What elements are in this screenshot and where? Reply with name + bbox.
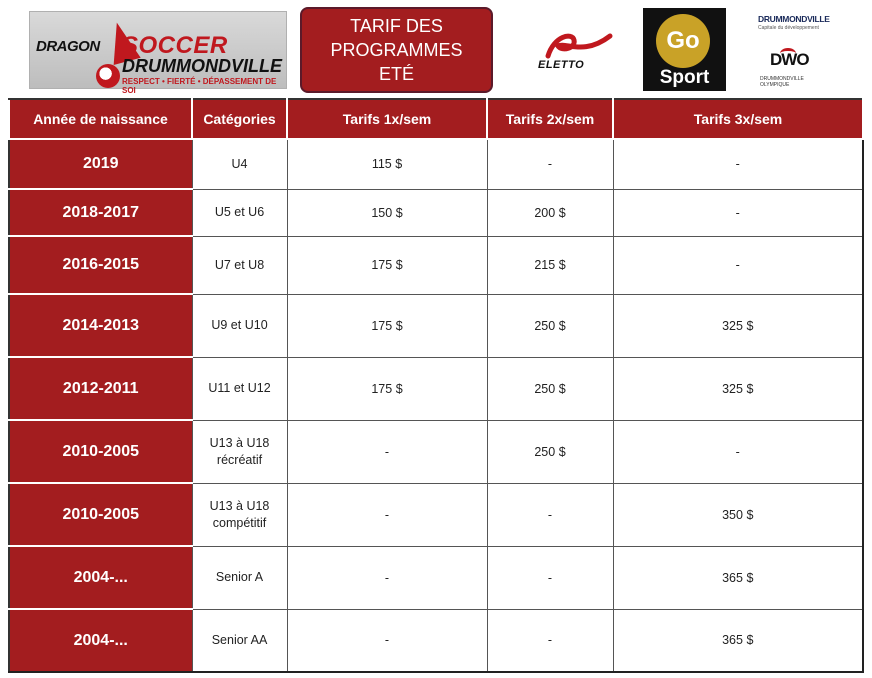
- cell-tarif-3x: 365 $: [613, 609, 863, 672]
- cell-tarif-2x: 200 $: [487, 189, 613, 236]
- cell-category: Senior AA: [192, 609, 287, 672]
- cell-tarif-3x: -: [613, 236, 863, 294]
- cell-tarif-3x: 350 $: [613, 483, 863, 546]
- header-tarif-2x: Tarifs 2x/sem: [487, 99, 613, 139]
- cell-tarif-2x: -: [487, 483, 613, 546]
- logo-tagline: RESPECT • FIERTÉ • DÉPASSEMENT DE SOI: [122, 77, 277, 95]
- cell-tarif-1x: -: [287, 483, 487, 546]
- cell-tarif-2x: 250 $: [487, 294, 613, 357]
- cell-year: 2019: [9, 139, 192, 189]
- cell-year: 2010-2005: [9, 483, 192, 546]
- eletto-mark-icon: [544, 30, 614, 60]
- gosport-logo: [643, 8, 726, 91]
- dragon-soccer-logo: [29, 11, 287, 95]
- olympique-letters: DWO: [770, 50, 809, 69]
- cell-tarif-1x: 175 $: [287, 236, 487, 294]
- olympique-logo: [760, 50, 824, 86]
- cell-tarif-1x: -: [287, 609, 487, 672]
- olympique-caption: DRUMMONDVILLE OLYMPIQUE: [760, 76, 804, 88]
- title-line-3: ETÉ: [378, 64, 414, 84]
- cell-category: U9 et U10: [192, 294, 287, 357]
- cell-category: Senior A: [192, 546, 287, 609]
- table-row: [9, 609, 863, 672]
- table-row: [9, 483, 863, 546]
- table-row: [9, 139, 863, 189]
- table-header-row: [9, 99, 863, 139]
- table-row: [9, 236, 863, 294]
- cell-year: 2004-...: [9, 546, 192, 609]
- header-tarif-3x: Tarifs 3x/sem: [613, 99, 863, 139]
- page-title: [300, 7, 493, 93]
- cell-tarif-1x: 150 $: [287, 189, 487, 236]
- cell-tarif-2x: 250 $: [487, 357, 613, 420]
- cell-tarif-3x: -: [613, 189, 863, 236]
- cell-year: 2014-2013: [9, 294, 192, 357]
- cell-tarif-1x: 175 $: [287, 357, 487, 420]
- cell-year: 2018-2017: [9, 189, 192, 236]
- table-row: [9, 420, 863, 483]
- cell-tarif-3x: -: [613, 139, 863, 189]
- drummondville-logo: [758, 14, 828, 31]
- cell-year: 2016-2015: [9, 236, 192, 294]
- cell-tarif-1x: -: [287, 420, 487, 483]
- header-tarif-1x: Tarifs 1x/sem: [287, 99, 487, 139]
- drummondville-name: DRUMMONDVILLE: [758, 14, 830, 24]
- cell-tarif-2x: 215 $: [487, 236, 613, 294]
- table-row: [9, 189, 863, 236]
- cell-tarif-3x: 325 $: [613, 294, 863, 357]
- cell-tarif-2x: 250 $: [487, 420, 613, 483]
- table-row: [9, 294, 863, 357]
- title-line-2: PROGRAMMES: [330, 40, 463, 60]
- table-row: [9, 357, 863, 420]
- cell-tarif-2x: -: [487, 546, 613, 609]
- cell-category: U13 à U18 récréatif: [192, 420, 287, 483]
- cell-tarif-3x: 325 $: [613, 357, 863, 420]
- soccer-ball-icon: [96, 64, 120, 88]
- cell-category: U11 et U12: [192, 357, 287, 420]
- drummondville-subtitle: Capitale du développement: [758, 25, 819, 31]
- gosport-sport-text: Sport: [659, 67, 710, 88]
- header-annee: Année de naissance: [9, 99, 192, 139]
- cell-category: U5 et U6: [192, 189, 287, 236]
- cell-year: 2010-2005: [9, 420, 192, 483]
- title-line-1: TARIF DES: [350, 16, 443, 36]
- cell-tarif-3x: -: [613, 420, 863, 483]
- cell-tarif-1x: 115 $: [287, 139, 487, 189]
- logo-dragon-text: DRAGON: [36, 38, 100, 55]
- logo-soccer-text: SOCCER: [122, 32, 228, 59]
- eletto-text: ELETTO: [538, 59, 585, 71]
- table-row: [9, 546, 863, 609]
- cell-tarif-1x: 175 $: [287, 294, 487, 357]
- cell-tarif-2x: -: [487, 139, 613, 189]
- gosport-go-text: Go: [656, 14, 710, 68]
- cell-tarif-1x: -: [287, 546, 487, 609]
- cell-year: 2004-...: [9, 609, 192, 672]
- cell-category: U4: [192, 139, 287, 189]
- cell-tarif-3x: 365 $: [613, 546, 863, 609]
- tarifs-table: [8, 98, 864, 673]
- logo-city-text: DRUMMONDVILLE: [122, 56, 282, 76]
- cell-category: U13 à U18 compétitif: [192, 483, 287, 546]
- eletto-logo: [538, 30, 618, 74]
- header-categories: Catégories: [192, 99, 287, 139]
- cell-category: U7 et U8: [192, 236, 287, 294]
- cell-tarif-2x: -: [487, 609, 613, 672]
- cell-year: 2012-2011: [9, 357, 192, 420]
